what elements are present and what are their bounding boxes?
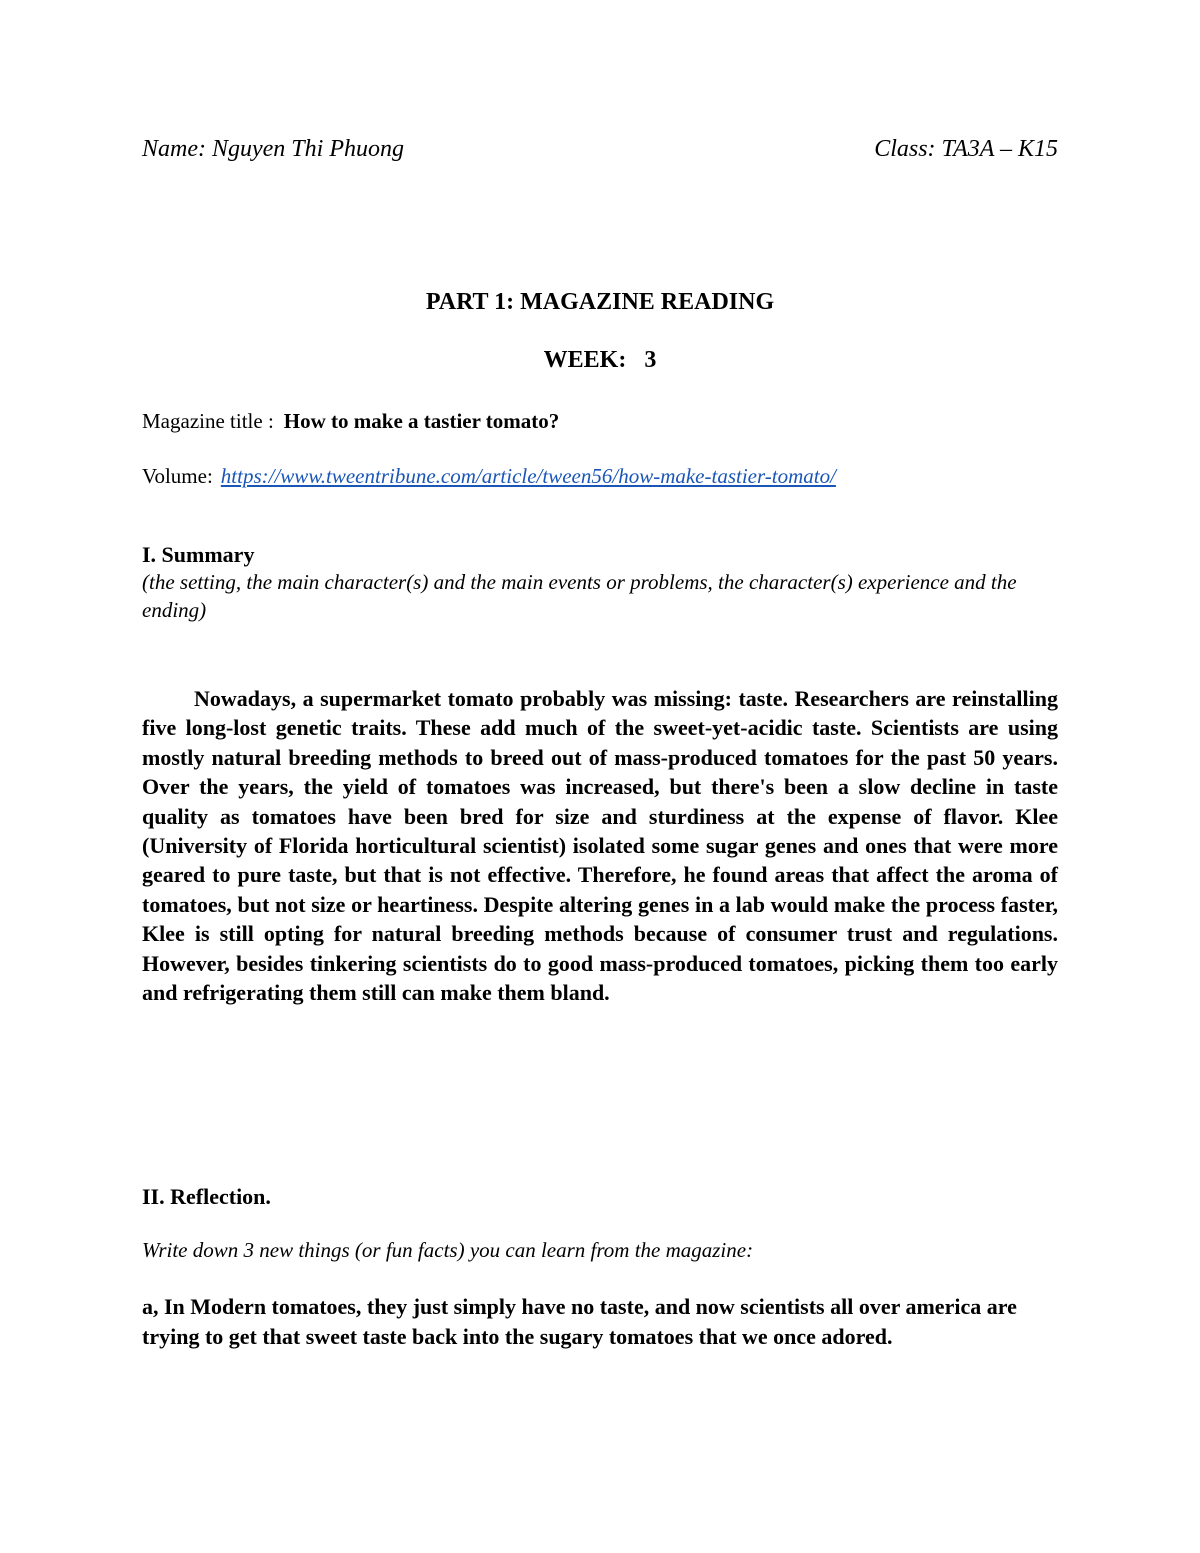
volume-label: Volume: [142, 464, 213, 488]
student-name: Name: Nguyen Thi Phuong [142, 136, 404, 162]
fact-a: a, In Modern tomatoes, they just simply have no taste, and now scientists all over america are trying to get that sweet taste back into the sugary tomatoes that we once adored. [142, 1294, 1017, 1349]
volume-link[interactable]: https://www.tweentribune.com/article/tween56/how-make-tastier-tomato/ [220, 464, 836, 488]
summary-instructions: (the setting, the main character(s) and the main events or problems, the character(s) experience and the ending) [142, 570, 1017, 622]
week-title: WEEK: 3 [543, 347, 657, 373]
part-title: PART 1: MAGAZINE READING [425, 289, 775, 315]
magazine-title-label: Magazine title : [142, 409, 274, 433]
magazine-title-line [142, 407, 559, 435]
volume-line [142, 462, 836, 490]
summary-heading: I. Summary [142, 542, 255, 567]
student-class: Class: TA3A – K15 [874, 136, 1058, 162]
reflection-heading: II. Reflection. [142, 1184, 271, 1209]
magazine-title-value: How to make a tastier tomato? [283, 409, 560, 433]
summary-paragraph: Nowadays, a supermarket tomato probably was missing: taste. Researchers are reinstalling five long-lost genetic traits. These add much of the sweet-yet-acidic taste. Scientists are using mostly natural breeding methods to breed out of mass-produced tomatoes for the past 50 years. Over the years, the yield of tomatoes was increased, but there's been a slow decline in taste quality as tomatoes have been bred for size and sturdiness at the expense of flavor. Klee (University of Florida horticultural scientist) isolated some sugar genes and ones that were more geared to pure taste, but that is not effective. Therefore, he found areas that affect the aroma of tomatoes, but not size or heartiness. Despite altering genes in a lab would make the process faster, Klee is still opting for natural breeding methods because of consumer trust and regulations. However, besides tinkering scientists do to good mass-produced tomatoes, picking them too early and refrigerating them still can make them bland. [142, 686, 1058, 1006]
reflection-instructions: Write down 3 new things (or fun facts) you can learn from the magazine: [142, 1238, 754, 1262]
